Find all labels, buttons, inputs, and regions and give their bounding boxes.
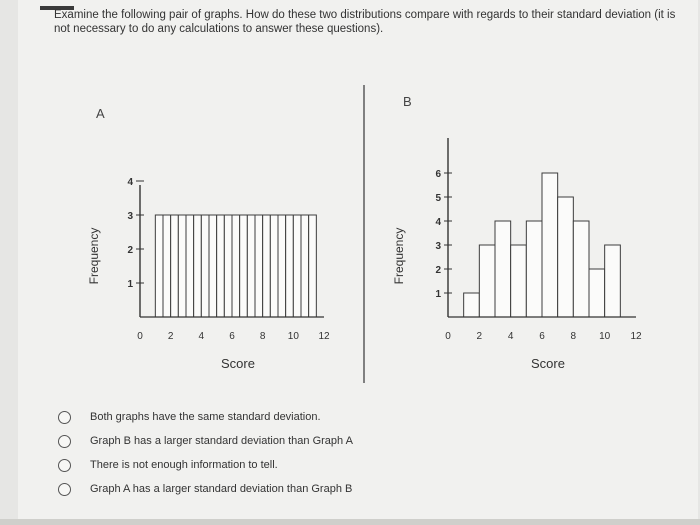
histogram-bar <box>171 215 179 317</box>
histogram-bar <box>201 215 209 317</box>
x-tick-label: 0 <box>445 331 451 342</box>
page-bottom-border <box>0 519 700 525</box>
histogram-bar <box>155 215 163 317</box>
x-tick-label: 10 <box>599 331 611 342</box>
option-label: Both graphs have the same standard deviation. <box>90 411 321 423</box>
histogram-bar <box>558 197 574 317</box>
histogram-bar <box>286 215 294 317</box>
x-tick-label: 2 <box>476 331 483 342</box>
histogram-bar <box>301 215 309 317</box>
histogram-bar <box>247 215 255 317</box>
histogram-bar <box>589 269 605 317</box>
histogram-bar <box>526 221 542 317</box>
answer-options <box>58 405 353 501</box>
option-label: Graph A has a larger standard deviation than Graph B <box>90 483 353 495</box>
histogram-bar <box>232 215 240 317</box>
graphs-figure <box>18 0 698 400</box>
histogram-bar <box>542 173 558 317</box>
histogram-bar <box>186 215 194 317</box>
radio-button[interactable] <box>58 483 71 496</box>
y-tick-label: 4 <box>127 177 133 188</box>
y-tick-label: 2 <box>435 265 441 276</box>
x-axis-label: Score <box>221 356 255 371</box>
graph-b-title: B <box>403 94 412 109</box>
y-axis-label: Frequency <box>392 227 406 285</box>
option-a-larger-sd[interactable] <box>58 477 353 501</box>
histogram-bar <box>263 215 271 317</box>
radio-button[interactable] <box>58 435 71 448</box>
option-same-sd[interactable] <box>58 405 353 429</box>
x-tick-label: 10 <box>287 331 299 342</box>
histogram-bar <box>605 245 621 317</box>
histogram-bar <box>573 221 589 317</box>
histogram-bar <box>163 215 171 317</box>
question-card <box>18 0 698 522</box>
histogram-bar <box>217 215 225 317</box>
histogram-bar <box>255 215 263 317</box>
y-tick-label: 3 <box>127 211 133 222</box>
y-tick-label: 6 <box>435 169 441 180</box>
histogram-bar <box>178 215 186 317</box>
x-tick-label: 12 <box>630 331 642 342</box>
option-not-enough-info[interactable] <box>58 453 353 477</box>
y-tick-label: 1 <box>127 279 133 290</box>
x-tick-label: 4 <box>198 331 205 342</box>
x-tick-label: 8 <box>259 331 266 342</box>
radio-button[interactable] <box>58 411 71 424</box>
x-tick-label: 0 <box>137 331 143 342</box>
x-tick-label: 2 <box>167 331 174 342</box>
x-tick-label: 6 <box>539 331 545 342</box>
y-tick-label: 2 <box>127 245 133 256</box>
question-text: Examine the following pair of graphs. How do these two distributions compare with regards to their standard deviation (it is not necessary to do any calculations to answer these questions). <box>54 9 676 35</box>
histogram-bar <box>511 245 527 317</box>
histogram-bar <box>293 215 301 317</box>
y-axis-label: Frequency <box>87 227 101 285</box>
histogram-bar <box>209 215 217 317</box>
histogram-bar <box>309 215 317 317</box>
y-tick-label: 3 <box>435 241 441 252</box>
radio-button[interactable] <box>58 459 71 472</box>
histogram-bar <box>270 215 278 317</box>
graph-a-title: A <box>96 106 105 121</box>
option-label: There is not enough information to tell. <box>90 459 278 471</box>
histogram-bar <box>224 215 232 317</box>
y-tick-label: 1 <box>435 289 441 300</box>
option-label: Graph B has a larger standard deviation than Graph A <box>90 435 353 447</box>
x-axis-label: Score <box>531 356 565 371</box>
x-tick-label: 12 <box>318 331 330 342</box>
histogram-bar <box>495 221 511 317</box>
x-tick-label: 8 <box>570 331 577 342</box>
histogram-bar <box>240 215 248 317</box>
y-tick-label: 4 <box>435 217 441 228</box>
histogram-bar <box>479 245 495 317</box>
x-tick-label: 4 <box>507 331 514 342</box>
y-tick-label: 5 <box>435 193 441 204</box>
histogram-bar <box>194 215 202 317</box>
histogram-bar <box>464 293 480 317</box>
x-tick-label: 6 <box>229 331 235 342</box>
option-b-larger-sd[interactable] <box>58 429 353 453</box>
histogram-bar <box>278 215 286 317</box>
